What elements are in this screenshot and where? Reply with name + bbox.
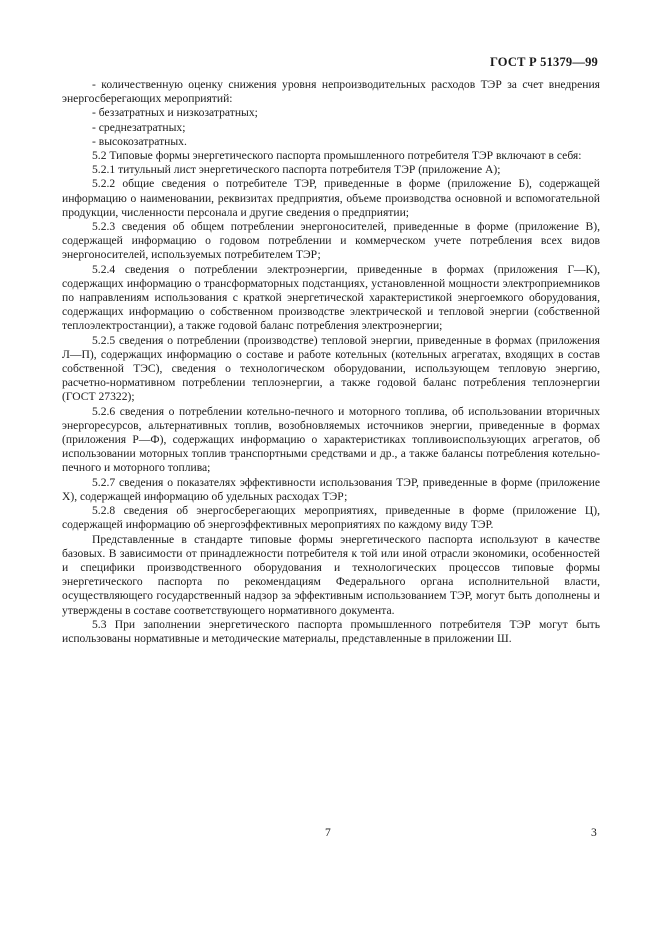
paragraph-5-2-8: 5.2.8 сведения об энергосберегающих мероприятиях, приведенные в форме (приложение Ц), содержащей информацию об энергоэффективных мероприятиях по каждому виду ТЭР. — [62, 504, 600, 532]
sheet-number: 3 — [591, 826, 597, 839]
paragraph-5-2-5: 5.2.5 сведения о потреблении (производстве) тепловой энергии, приведенные в формах (приложения Л—П), содержащих информацию о составе и работе котельных (котельных агрегатах, входящих в состав собственной ТЭС), сведения о технологическом оборудовании, использующем тепловую энергию, расчетно-нормативном потреблении теплоэнергии, а также годовой баланс потребления теплоэнергии (ГОСТ 27322); — [62, 333, 600, 404]
paragraph-5-2: 5.2 Типовые формы энергетического паспорта промышленного потребителя ТЭР включают в себя: — [92, 149, 582, 163]
paragraph-representation: Представленные в стандарте типовые формы энергетического паспорта используют в качестве базовых. В зависимости от принадлежности потребителя к той или иной отрасли экономики, особенностей и специфики производственного оборудования и технологических процессов типовые формы энергетического паспорта по рекомендациям Федерального органа исполнительной власти, осуществляющего государственный надзор за эффективным использованием ТЭР, могут быть дополнены и утверждены в составе соответствующего нормативного документа. — [62, 532, 600, 617]
paragraph-5-2-1: 5.2.1 титульный лист энергетического паспорта потребителя ТЭР (приложение А); — [92, 163, 501, 177]
paragraph-5-2-6: 5.2.6 сведения о потреблении котельно-печного и моторного топлива, об использовании вторичных энергоресурсов, альтернативных топлив, возобновляемых источников энергии, приведенные в формах (приложения Р—Ф), содержащих информацию о характеристиках топливоиспользующих агрегатов, об использовании моторных топлив транспортными средствами и др., а также балансы потребления котельно-печного и моторного топлива; — [62, 404, 600, 475]
list-item-medium-cost: - среднезатратных; — [92, 120, 186, 134]
paragraph-5-2-7: 5.2.7 сведения о показателях эффективности использования ТЭР, приведенные в форме (приложение Х), содержащей информацию об удельных расходах ТЭР; — [62, 475, 600, 503]
paragraph-5-2-3: 5.2.3 сведения об общем потреблении энергоносителей, приведенные в форме (приложение В), содержащей информацию о годовом потреблении и коммерческом учете потребления всех видов энергоносителей, используемых потребителем ТЭР; — [62, 220, 600, 262]
paragraph-5-2-2: 5.2.2 общие сведения о потребителе ТЭР, приведенные в форме (приложение Б), содержащей информацию о наименовании, реквизитах предприятия, объеме производства основной и вспомогательной продукции, численности персонала и другие сведения о предприятии; — [62, 177, 600, 219]
standard-header: ГОСТ Р 51379—99 — [489, 55, 598, 69]
paragraph-5-3: 5.3 При заполнении энергетического паспорта промышленного потребителя ТЭР могут быть использованы нормативные и методические материалы, представленные в приложении Ш. — [62, 617, 600, 645]
list-item-high-cost: - высокозатратных. — [92, 134, 187, 148]
list-item-low-cost: - беззатратных и низкозатратных; — [92, 106, 258, 120]
paragraph-5-2-4: 5.2.4 сведения о потреблении электроэнергии, приведенные в формах (приложения Г—К), содержащих информацию о трансформаторных подстанциях, установленной мощности электроприемников по направлениям использования с краткой энергетической характеристикой энергоемкого оборудования, содержащих информацию о собственном производстве электрической и тепловой энергии (собственной теплоэлектростанции), а также годовой баланс потребления электроэнергии; — [62, 262, 600, 333]
page-number: 7 — [325, 826, 331, 839]
body-text — [62, 78, 600, 646]
paragraph-intro: - количественную оценку снижения уровня непроизводительных расходов ТЭР за счет внедрения энергосберегающих мероприятий: — [62, 78, 600, 106]
